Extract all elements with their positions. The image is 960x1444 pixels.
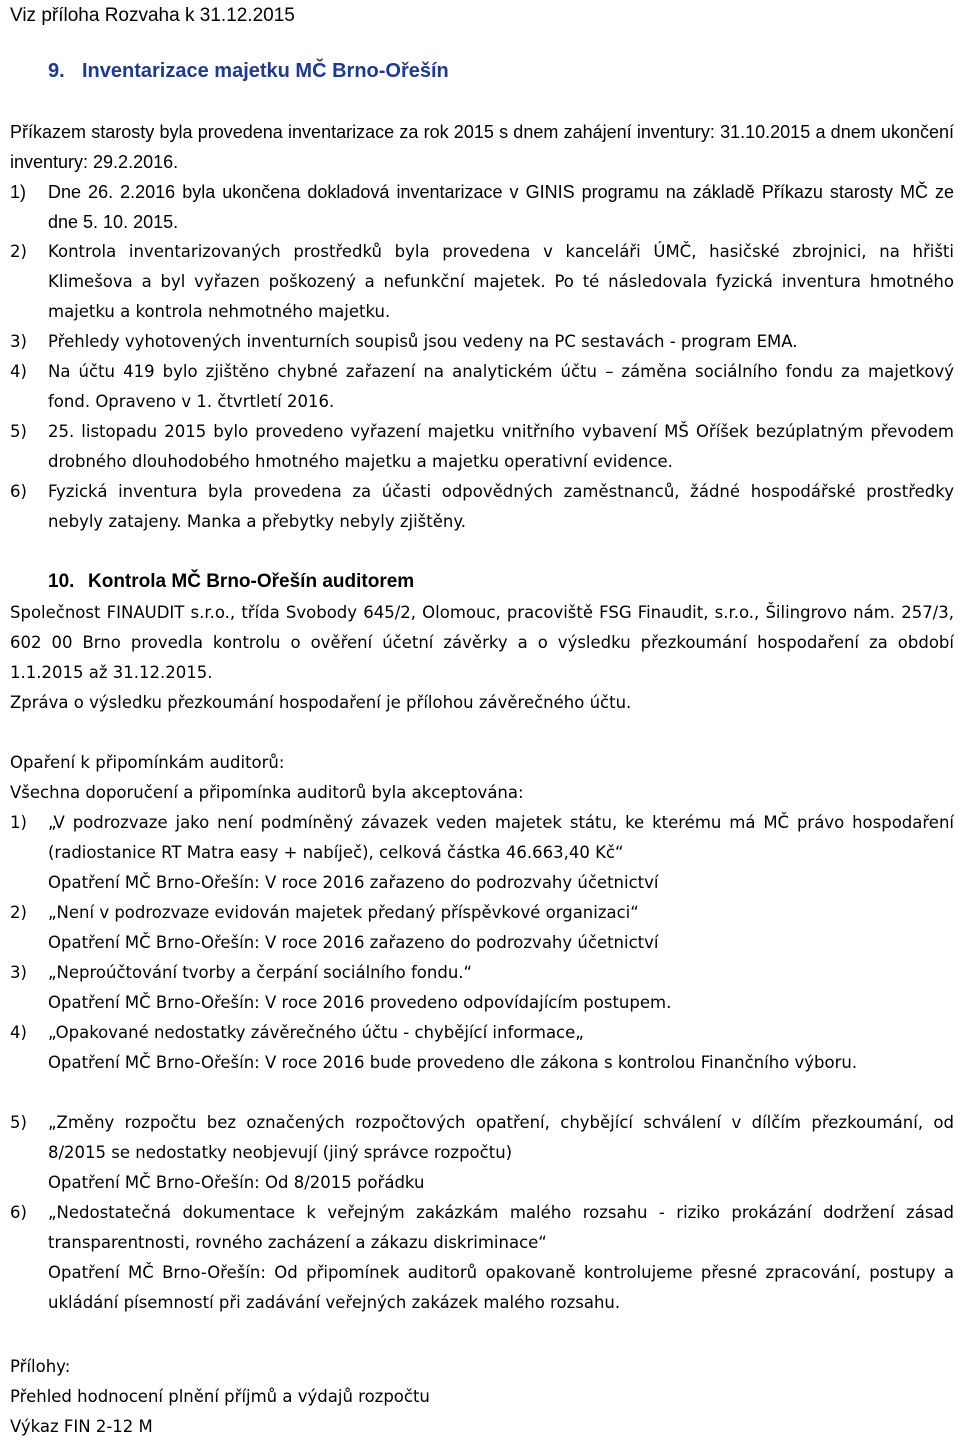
auditors-heading: Opaření k připomínkám auditorů: [10, 753, 285, 772]
section-title: Inventarizace majetku MČ Brno-Ořešín [82, 60, 449, 82]
section-number: 10. [48, 571, 75, 592]
attachment-item: Výkaz FIN 2-12 M [10, 1417, 153, 1436]
section-number: 9. [48, 60, 65, 82]
list-item: 2) „Není v podrozvaze evidován majetek předaný příspěvkové organizaci“ Opatření MČ Brno-Ořešín: V roce 2016 zařazeno do podrozvahy účetnictví [10, 898, 954, 958]
measure-text: Opatření MČ Brno-Ořešín: V roce 2016 zařazeno do podrozvahy účetnictví [48, 873, 659, 892]
measure-text: Opatření MČ Brno-Ořešín: V roce 2016 bude provedeno dle zákona s kontrolou Finančního výboru. [48, 1053, 858, 1072]
section-10-body: Společnost FINAUDIT s.r.o., třída Svobody 645/2, Olomouc, pracoviště FSG Finaudit, s.r.o., Šilingrovo nám. 257/3, 602 00 Brno provedla kontrolu o ověření účetní závěrky a o výsledku přezkoumání hospodaření za období 1.1.2015 až 31.12.2015. [10, 603, 954, 682]
item-text: Na účtu 419 bylo zjištěno chybné zařazení na analytickém účtu – záměna sociálního fondu za majetkový fond. Opraveno v 1. čtvrtletí 2016. [48, 362, 954, 411]
item-text: „Nedostatečná dokumentace k veřejným zakázkám malého rozsahu - riziko prokázání dodržení zásad transparentnosti, rovného zacházení a zákazu diskriminace“ [48, 1203, 954, 1252]
attachment-item: Přehled hodnocení plnění příjmů a výdajů rozpočtu [10, 1387, 430, 1406]
list-item: 3) „Neproúčtování tvorby a čerpání sociálního fondu.“ Opatření MČ Brno-Ořešín: V roce 2016 provedeno odpovídajícím postupem. [10, 958, 954, 1018]
section-9-intro: Příkazem starosty byla provedena inventarizace za rok 2015 s dnem zahájení inventury: 31.10.2015 a dnem ukončení inventury: 29.2.2016. [10, 122, 954, 172]
item-text: Kontrola inventarizovaných prostředků byla provedena v kanceláři ÚMČ, hasičské zbrojnici, na hřišti Klimešova a byl vyřazen poškozený a nefunkční majetek. Po té následovala fyzická inventura hmotného majetku a kontrola nehmotného majetku. [48, 242, 954, 321]
item-text: „Změny rozpočtu bez označených rozpočtových opatření, chybějící schválení v dílčím přezkoumání, od 8/2015 se nedostatky neobjevují (jiný správce rozpočtu) [48, 1113, 954, 1162]
list-item: 5) 25. listopadu 2015 bylo provedeno vyřazení majetku vnitřního vybavení MŠ Oříšek bezúplatným převodem drobného dlouhodobého hmotného majetku a majetku operativní evidence. [10, 417, 954, 477]
item-text: „Opakované nedostatky závěrečného účtu - chybějící informace„ [48, 1023, 584, 1042]
section-title: Kontrola MČ Brno-Ořešín auditorem [88, 571, 415, 592]
item-text: Přehledy vyhotovených inventurních soupisů jsou vedeny na PC sestavách - program EMA. [48, 332, 798, 351]
list-item: 2) Kontrola inventarizovaných prostředků byla provedena v kanceláři ÚMČ, hasičské zbrojnici, na hřišti Klimešova a byl vyřazen poškozený a nefunkční majetek. Po té následovala fyzická inventura hmotného majetku a kontrola nehmotného majetku. [10, 237, 954, 327]
list-item: 4) Na účtu 419 bylo zjištěno chybné zařazení na analytickém účtu – záměna sociálního fondu za majetkový fond. Opraveno v 1. čtvrtletí 2016. [10, 357, 954, 417]
section-10-report: Zpráva o výsledku přezkoumání hospodaření je přílohou závěrečného účtu. [10, 693, 632, 712]
item-text: Fyzická inventura byla provedena za účasti odpovědných zaměstnanců, žádné hospodářské prostředky nebyly zatajeny. Manka a přebytky nebyly zjištěny. [48, 482, 954, 531]
item-text: 25. listopadu 2015 bylo provedeno vyřazení majetku vnitřního vybavení MŠ Oříšek bezúplatným převodem drobného dlouhodobého hmotného majetku a majetku operativní evidence. [48, 422, 954, 471]
measure-text: Opatření MČ Brno-Ořešín: V roce 2016 zařazeno do podrozvahy účetnictví [48, 933, 659, 952]
list-item: 6) „Nedostatečná dokumentace k veřejným zakázkám malého rozsahu - riziko prokázání dodržení zásad transparentnosti, rovného zacházení a zákazu diskriminace“ Opatření MČ Brno-Ořešín: Od připomínek auditorů opakovaně kontrolujeme přesné zpracování, postupy a ukládání písemností při zadávání veřejných zakázek malého rozsahu. [10, 1198, 954, 1318]
item-text: „Není v podrozvaze evidován majetek předaný příspěvkové organizaci“ [48, 903, 639, 922]
page-header: Viz příloha Rozvaha k 31.12.2015 [10, 5, 295, 26]
list-item: 6) Fyzická inventura byla provedena za účasti odpovědných zaměstnanců, žádné hospodářské prostředky nebyly zatajeny. Manka a přebytky nebyly zjištěny. [10, 477, 954, 537]
section-10-heading [48, 571, 414, 593]
item-text: Dne 26. 2.2016 byla ukončena dokladová inventarizace v GINIS programu na základě Příkazu starosty MČ ze dne 5. 10. 2015. [48, 182, 954, 232]
measure-text: Opatření MČ Brno-Ořešín: V roce 2016 provedeno odpovídajícím postupem. [48, 993, 672, 1012]
measure-text: Opatření MČ Brno-Ořešín: Od připomínek auditorů opakovaně kontrolujeme přesné zpracování, postupy a ukládání písemností při zadávání veřejných zakázek malého rozsahu. [48, 1263, 954, 1312]
auditors-accepted: Všechna doporučení a připomínka auditorů byla akceptována: [10, 783, 524, 802]
list-item: 4) „Opakované nedostatky závěrečného účtu - chybějící informace„ Opatření MČ Brno-Ořešín: V roce 2016 bude provedeno dle zákona s kontrolou Finančního výboru. [10, 1018, 954, 1078]
section-9-heading [48, 60, 449, 83]
list-item: 3) Přehledy vyhotovených inventurních soupisů jsou vedeny na PC sestavách - program EMA. [10, 327, 954, 357]
list-item: 1) Dne 26. 2.2016 byla ukončena dokladová inventarizace v GINIS programu na základě Příkazu starosty MČ ze dne 5. 10. 2015. [10, 177, 954, 237]
item-text: „V podrozvaze jako není podmíněný závazek veden majetek státu, ke kterému má MČ právo hospodaření (radiostanice RT Matra easy + nabíječ), celková částka 46.663,40 Kč“ [48, 813, 954, 862]
item-text: „Neproúčtování tvorby a čerpání sociálního fondu.“ [48, 963, 473, 982]
measure-text: Opatření MČ Brno-Ořešín: Od 8/2015 pořádku [48, 1173, 425, 1192]
list-item: 5) „Změny rozpočtu bez označených rozpočtových opatření, chybějící schválení v dílčím přezkoumání, od 8/2015 se nedostatky neobjevují (jiný správce rozpočtu) Opatření MČ Brno-Ořešín: Od 8/2015 pořádku [10, 1108, 954, 1198]
list-item: 1) „V podrozvaze jako není podmíněný závazek veden majetek státu, ke kterému má MČ právo hospodaření (radiostanice RT Matra easy + nabíječ), celková částka 46.663,40 Kč“ Opatření MČ Brno-Ořešín: V roce 2016 zařazeno do podrozvahy účetnictví [10, 808, 954, 898]
attachments-heading: Přílohy: [10, 1357, 71, 1376]
